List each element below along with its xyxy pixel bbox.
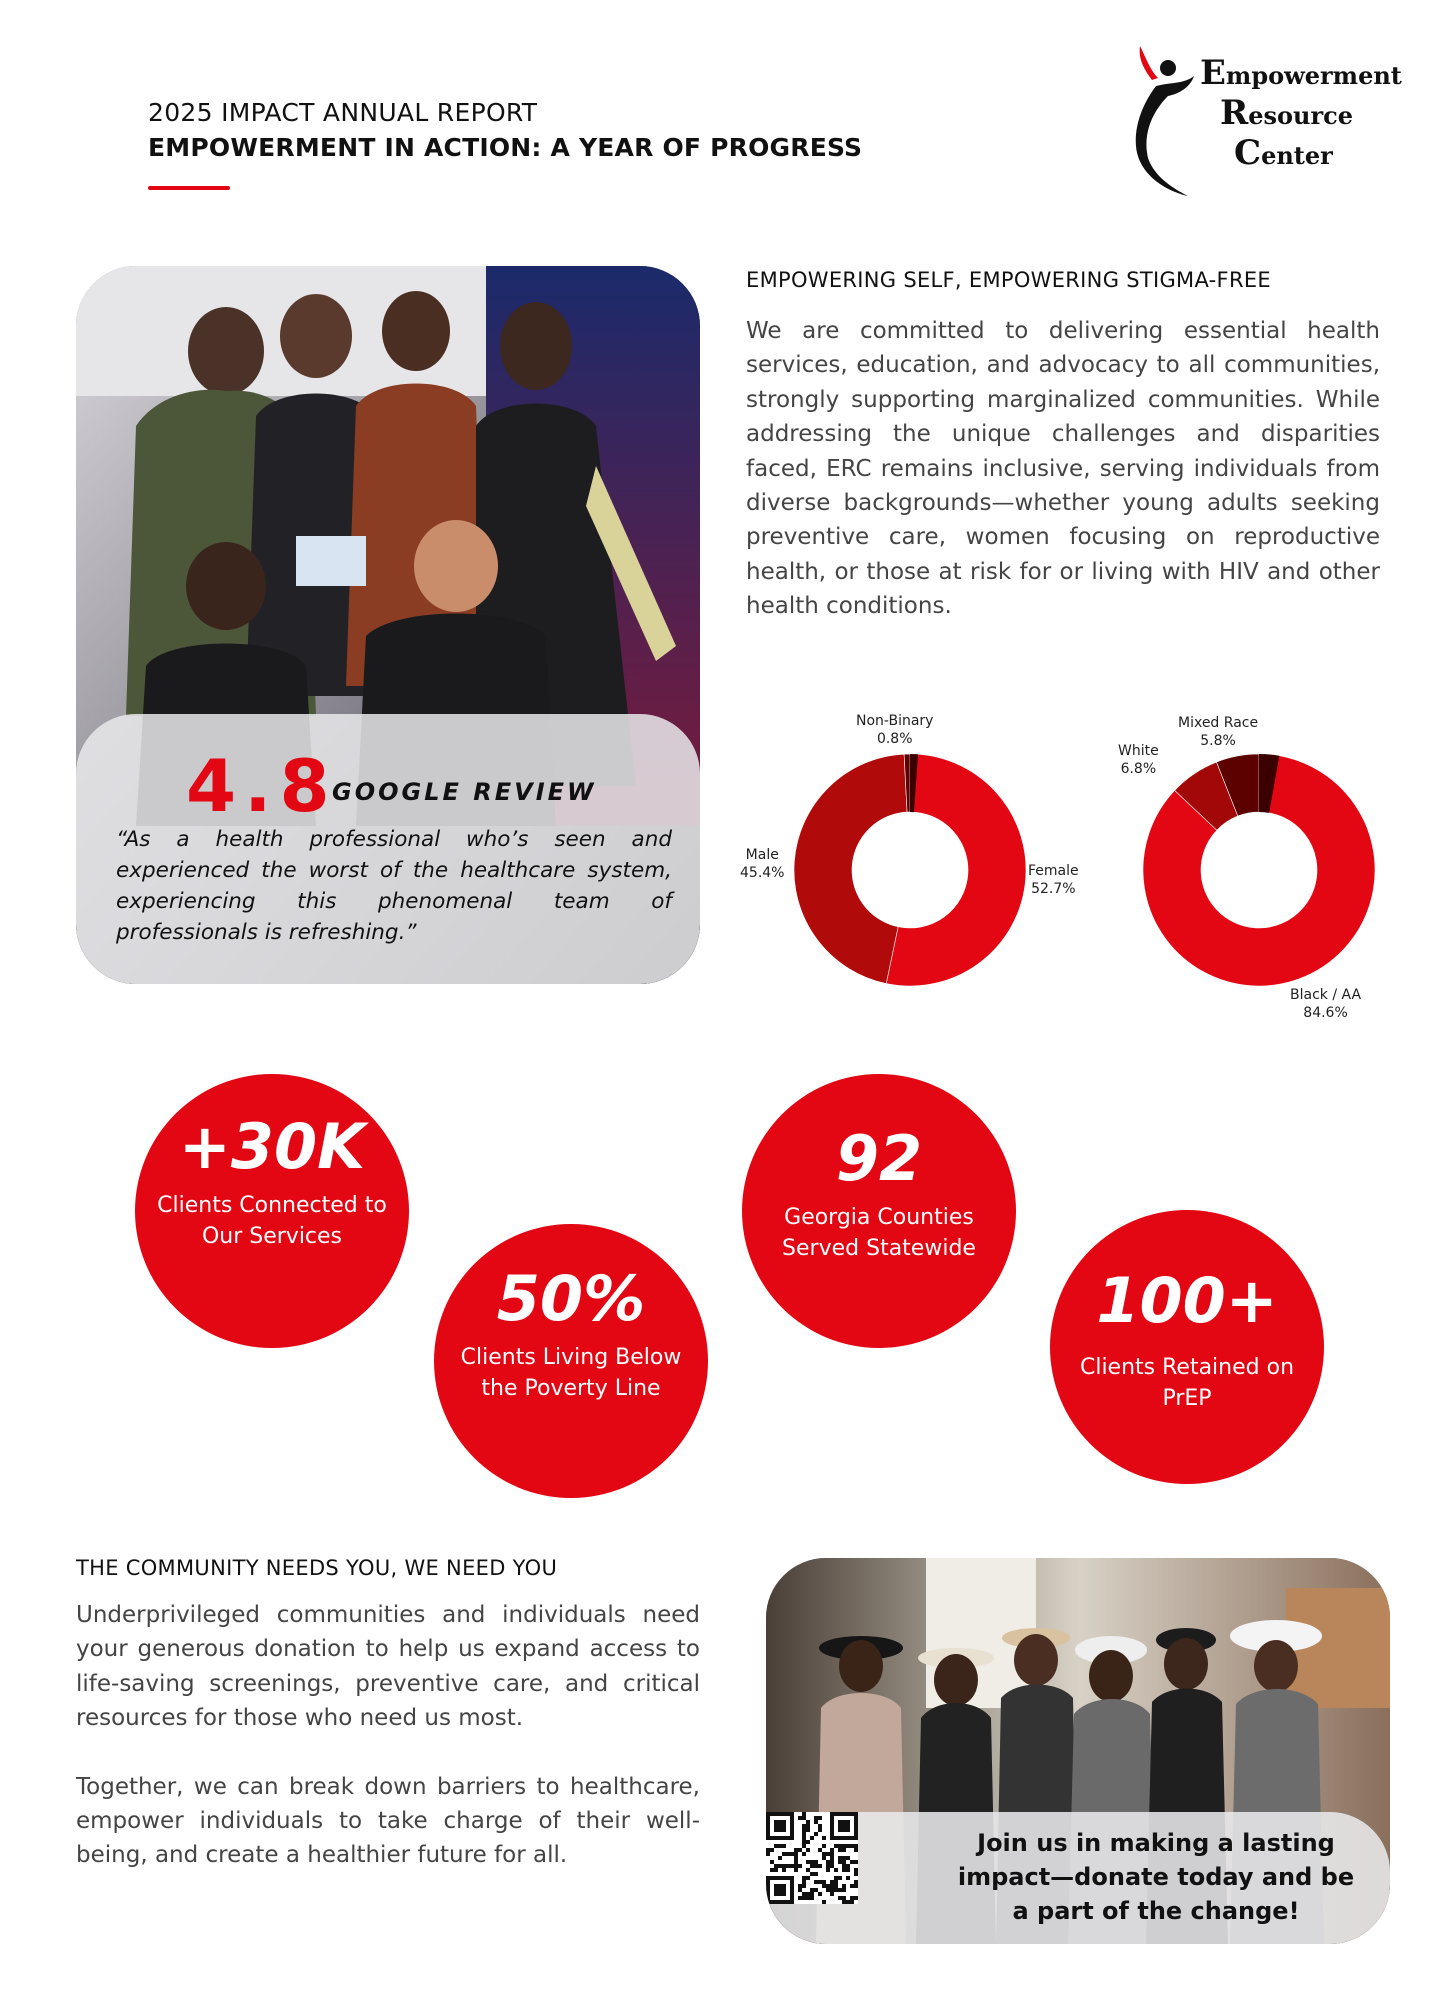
stat-poverty-line bbox=[434, 1224, 708, 1498]
stat-number: +30K bbox=[178, 1110, 366, 1183]
community-title: THE COMMUNITY NEEDS YOU, WE NEED YOU bbox=[76, 1556, 558, 1580]
stat-label: Georgia Counties Served Statewide bbox=[782, 1205, 976, 1261]
race-chart bbox=[1118, 700, 1408, 1040]
donut-label-white: White 6.8% bbox=[1118, 743, 1159, 777]
donation-qr-code-icon[interactable] bbox=[766, 1812, 858, 1904]
donate-cta: Join us in making a lasting impact—donate today and be a part of the change! bbox=[957, 1829, 1355, 1925]
report-subtitle: EMPOWERMENT IN ACTION: A YEAR OF PROGRESS bbox=[148, 133, 863, 162]
review-label: GOOGLE REVIEW bbox=[332, 778, 597, 806]
header-divider bbox=[148, 186, 230, 190]
logo-word-center: Center bbox=[1234, 133, 1333, 173]
review-panel bbox=[76, 714, 700, 984]
review-score: 4.8 bbox=[186, 744, 338, 828]
donut-slice-male bbox=[794, 754, 907, 983]
donut-label-female: Female 52.7% bbox=[1028, 863, 1079, 897]
figure-logo-icon bbox=[1128, 40, 1208, 200]
erc-logo bbox=[1128, 40, 1402, 200]
donut-label-nonbinary: Non-Binary 0.8% bbox=[856, 713, 934, 747]
stat-label: Clients Connected to Our Services bbox=[157, 1193, 387, 1249]
review-quote: “As a health professional who’s seen and experienced the worst of the healthcare system, experiencing this phenomenal team of professionals is refreshing.” bbox=[116, 827, 672, 945]
gender-chart bbox=[740, 700, 1080, 1040]
logo-word-resource: Resource bbox=[1220, 93, 1354, 133]
report-title: 2025 IMPACT ANNUAL REPORT bbox=[148, 98, 538, 127]
intro-title: EMPOWERING SELF, EMPOWERING STIGMA-FREE bbox=[746, 268, 1271, 292]
community-body bbox=[76, 1598, 700, 1873]
community-paragraph-1: Underprivileged communities and individuals need your generous donation to help us expand access to life-saving screenings, preventive care, and critical resources for those who need us most. bbox=[76, 1602, 700, 1732]
intro-body: We are committed to delivering essential health services, education, and advocacy to all communities, strongly supporting marginalized communities. While addressing the unique challenges and disparities faced, ERC remains inclusive, serving individuals from diverse backgrounds—whether young adults seeking preventive care, women focusing on reproductive health, or those at risk for or living with HIV and other health conditions. bbox=[746, 318, 1380, 620]
donut-label-black: Black / AA 84.6% bbox=[1290, 987, 1362, 1021]
community-paragraph-2: Together, we can break down barriers to healthcare, empower individuals to take charge of their well-being, and create a healthier future for all. bbox=[76, 1773, 700, 1869]
stat-clients-connected bbox=[135, 1074, 409, 1348]
donut-label-male: Male 45.4% bbox=[740, 847, 785, 881]
race-donut bbox=[1118, 700, 1408, 1040]
stat-number: 92 bbox=[835, 1122, 923, 1195]
stat-label: Clients Retained on PrEP bbox=[1079, 1355, 1295, 1411]
stat-number: 50% bbox=[496, 1262, 646, 1335]
stat-prep-retained bbox=[1050, 1210, 1324, 1484]
stat-number: 100+ bbox=[1096, 1264, 1278, 1337]
team-photo-card bbox=[76, 266, 700, 984]
cta-panel bbox=[766, 1812, 1390, 1944]
stat-counties-served bbox=[742, 1074, 1016, 1348]
event-photo-card bbox=[766, 1558, 1390, 1944]
stat-label: Clients Living Below the Poverty Line bbox=[460, 1345, 682, 1401]
logo-word-empowerment: Empowerment bbox=[1200, 53, 1402, 93]
donut-label-mixed: Mixed Race 5.8% bbox=[1178, 715, 1259, 749]
